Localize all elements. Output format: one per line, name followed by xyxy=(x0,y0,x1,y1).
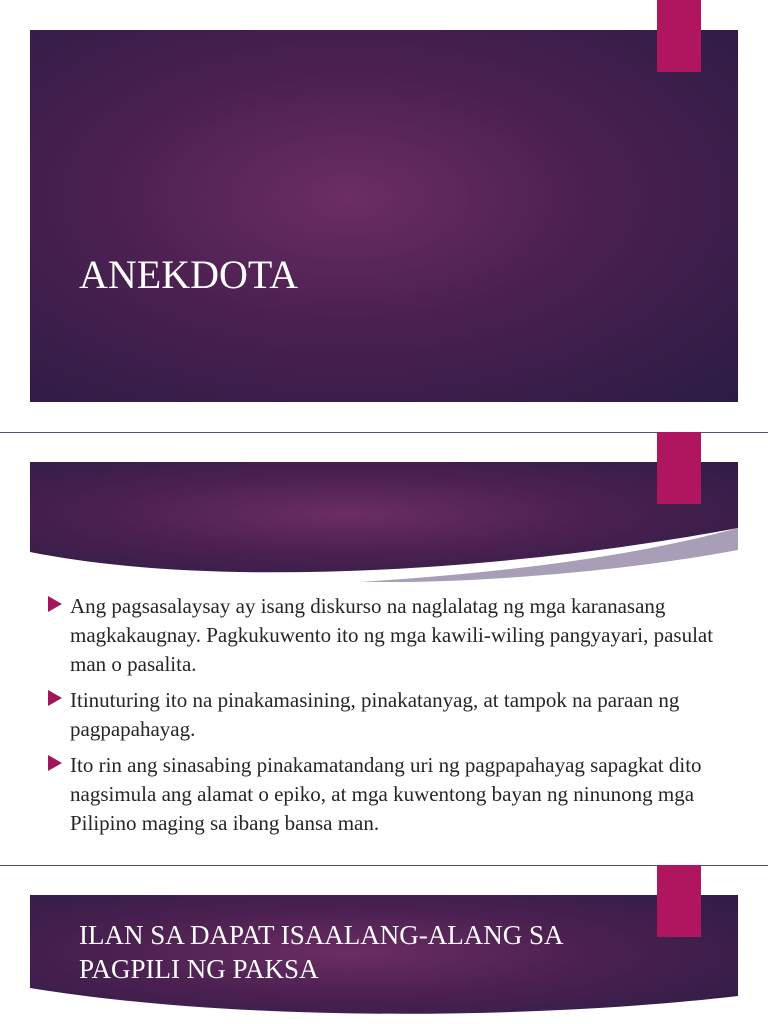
slide-divider xyxy=(0,865,768,866)
slide-1-background xyxy=(30,30,738,402)
triangle-bullet-icon xyxy=(48,755,62,771)
bullet-list xyxy=(48,592,738,845)
bullet-item xyxy=(48,592,738,679)
header-wave-shape xyxy=(30,522,738,582)
header-wave-shape xyxy=(30,984,738,1024)
accent-tab xyxy=(657,432,701,504)
bullet-text: Ang pagsasalaysay ay isang diskurso na naglalatag ng mga karanasang magkakaugnay. Pagkukuwento ito ng mga kawili-wiling pangyayari, pasulat man o pasalita. xyxy=(70,594,714,676)
slide-3-title: ILAN SA DAPAT ISAALANG-ALANG SA PAGPILI NG PAKSA xyxy=(79,920,563,984)
accent-tab xyxy=(657,0,701,72)
slide-divider xyxy=(0,432,768,433)
triangle-bullet-icon xyxy=(48,596,62,612)
bullet-item xyxy=(48,686,738,744)
accent-tab xyxy=(657,865,701,937)
slide-1-title: ANEKDOTA xyxy=(79,252,298,297)
triangle-bullet-icon xyxy=(48,690,62,706)
bullet-text: Itinuturing ito na pinakamasining, pinakatanyag, at tampok na paraan ng pagpapahayag. xyxy=(70,688,680,741)
bullet-text: Ito rin ang sinasabing pinakamatandang uri ng pagpapahayag sapagkat dito nagsimula ang alamat o epiko, at mga kuwentong bayan ng ninunong mga Pilipino maging sa ibang bansa man. xyxy=(70,753,702,835)
bullet-item xyxy=(48,751,738,838)
